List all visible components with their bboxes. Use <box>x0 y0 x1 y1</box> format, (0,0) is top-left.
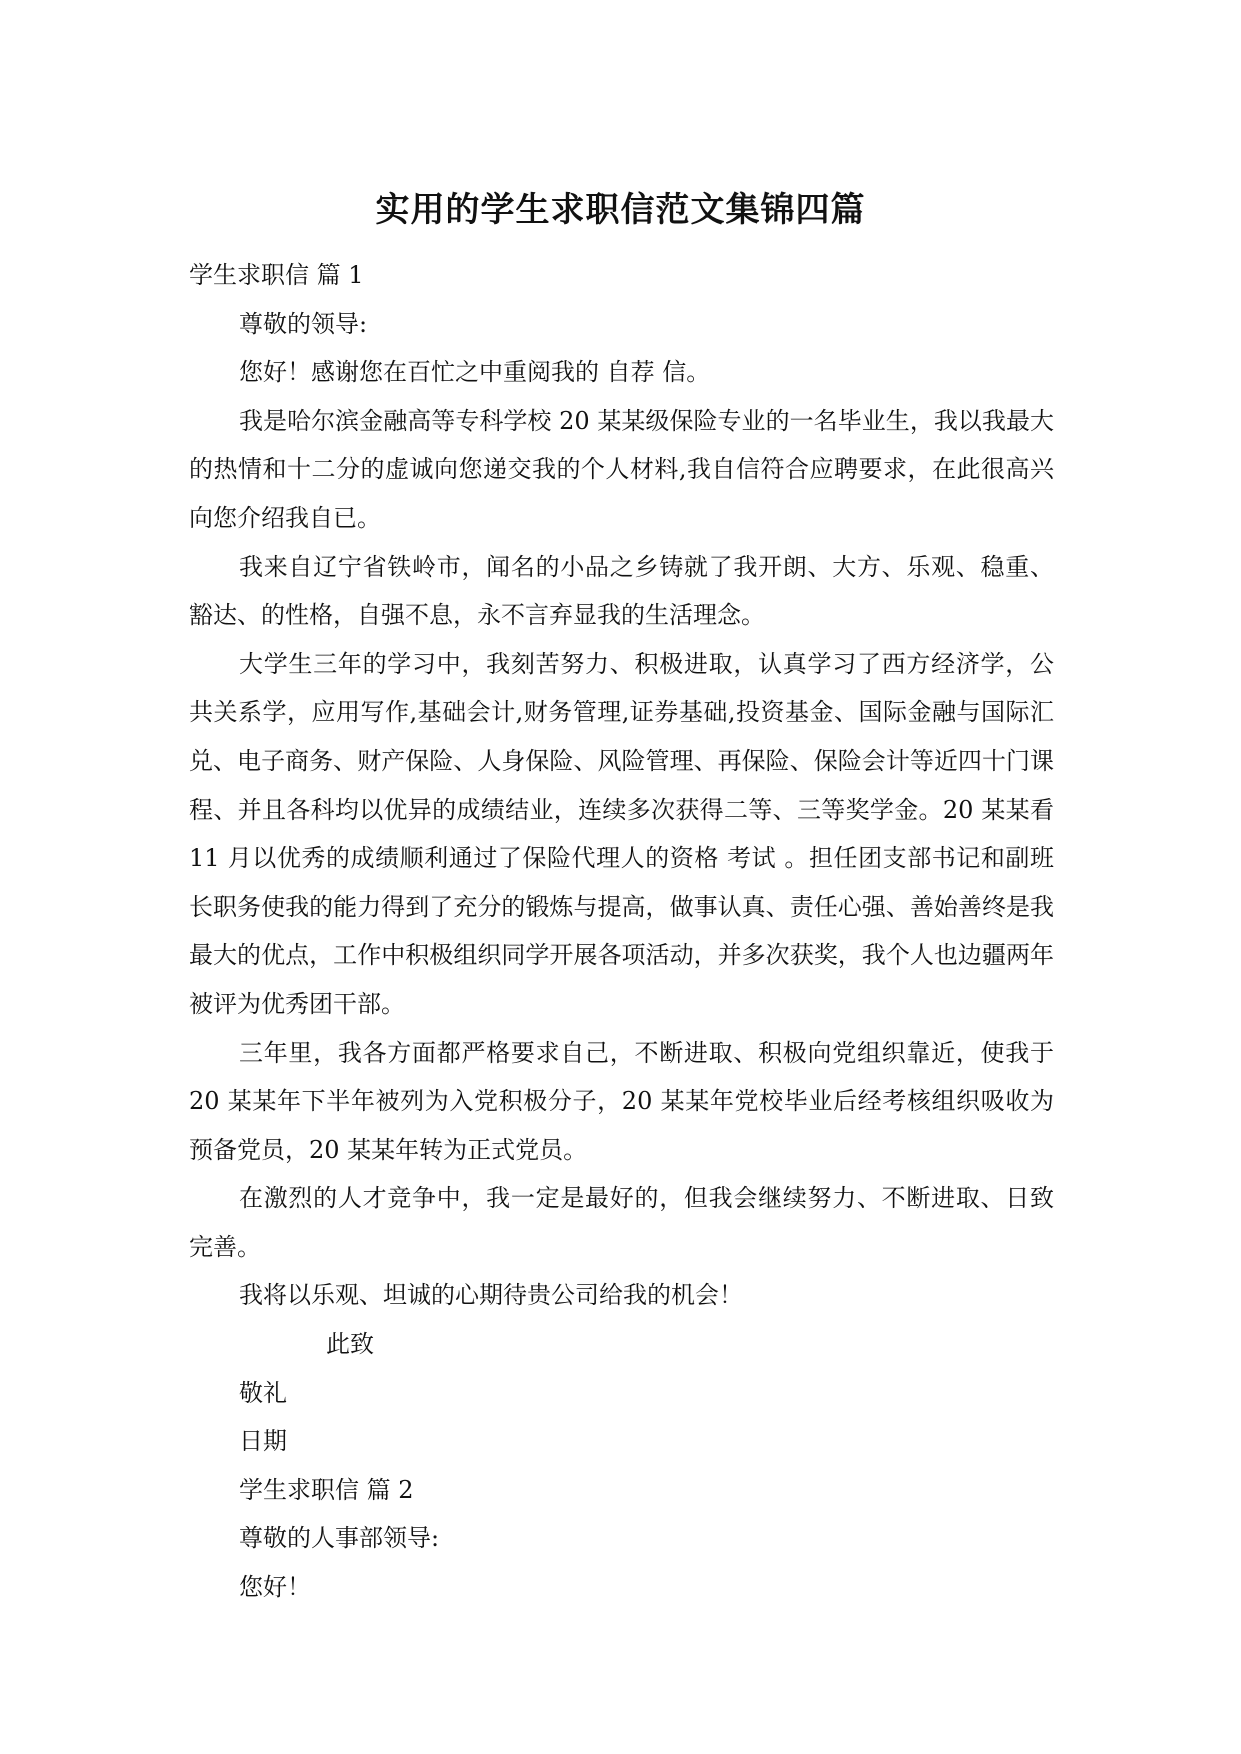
regards: 敬礼 <box>239 1378 287 1407</box>
date-line: 日期 <box>239 1427 287 1456</box>
section-heading-2: 学生求职信 篇 2 <box>239 1475 414 1504</box>
greeting-2: 您好！ <box>239 1573 311 1602</box>
background-paragraph: 我来自辽宁省铁岭市，闻名的小品之乡铸就了我开朗、大方、乐观、稳重、豁达、的性格，自强不息，永不言弃显我的生活理念。 <box>189 552 1054 630</box>
document-title: 实用的学生求职信范文集锦四篇 <box>375 190 866 230</box>
study-paragraph: 大学生三年的学习中，我刻苦努力、积极进取，认真学习了西方经济学，公共关系学，应用写作,基础会计,财务管理,证券基础,投资基金、国际金融与国际汇兑、电子商务、财产保险、人身保险、风险管理、再保险、保险会计等近四十门课程、并且各科均以优异的成绩结业，连续多次获得二等、三等奖学金。20 某某看 11 月以优秀的成绩顺利通过了保险代理人的资格 考试 。担任团支部书记和副班长职务使我的能力得到了充分的锻炼与提高，做事认真、责任心强、善始善终是我最大的优点，工作中积极组织同学开展各项活动，并多次获奖，我个人也边疆两年被评为优秀团干部。 <box>189 649 1054 1018</box>
intro-paragraph: 我是哈尔滨金融高等专科学校 20 某某级保险专业的一名毕业生，我以我最大的热情和十二分的虚诚向您递交我的个人材料,我自信符合应聘要求，在此很高兴向您介绍我自已。 <box>189 406 1054 532</box>
salutation: 尊敬的领导: <box>239 309 368 338</box>
greeting: 您好！感谢您在百忙之中重阅我的 自荐 信。 <box>239 358 711 387</box>
document-body <box>189 251 1054 1612</box>
party-paragraph: 三年里，我各方面都严格要求自己，不断进取、积极向党组织靠近，使我于 20 某某年下半年被列为入党积极分子，20 某某年党校毕业后经考核组织吸收为预备党员，20 某某年转为正式党员。 <box>189 1038 1054 1164</box>
salutation-2: 尊敬的人事部领导: <box>239 1524 440 1553</box>
closing-phrase: 此致 <box>326 1330 374 1359</box>
section-heading-1: 学生求职信 篇 1 <box>189 261 364 289</box>
competition-paragraph: 在激烈的人才竞争中，我一定是最好的，但我会继续努力、不断进取、日致完善。 <box>189 1184 1054 1261</box>
closing-paragraph: 我将以乐观、坦诚的心期待贵公司给我的机会！ <box>239 1281 743 1310</box>
